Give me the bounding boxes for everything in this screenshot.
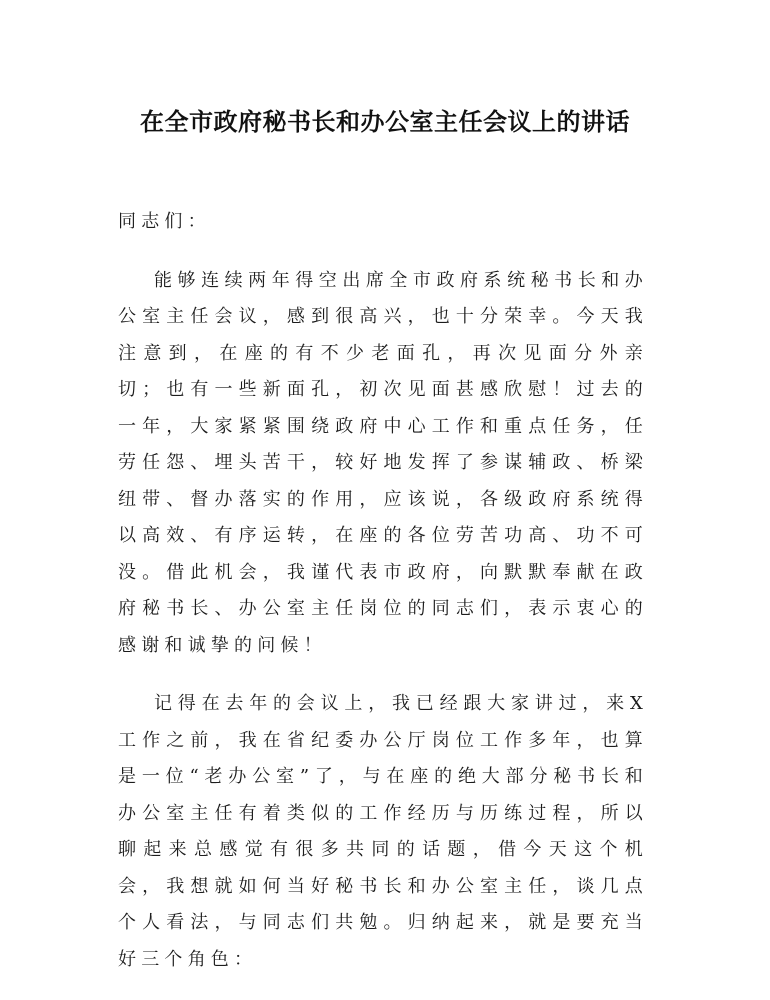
paragraph-roles-intro: 记得在去年的会议上，我已经跟大家讲过，来X工作之前，我在省纪委办公厅岗位工作多年，也算是一位“老办公室”了，与在座的绝大部分秘书长和办公室主任有着类似的工作经历与历练过程，所以聊起来总感觉有很多共同的话题，借今天这个机会，我想就如何当好秘书长和办公室主任，谈几点个人看法，与同志们共勉。归纳起来，就是要充当好三个角色： <box>118 693 648 970</box>
speech-body <box>118 204 648 1000</box>
document-title: 在全市政府秘书长和办公室主任会议上的讲话 <box>140 108 630 136</box>
salutation: 同志们： <box>118 211 211 232</box>
paragraph-opening: 能够连续两年得空出席全市政府系统秘书长和办公室主任会议，感到很高兴，也十分荣幸。今天我注意到，在座的有不少老面孔，再次见面分外亲切；也有一些新面孔，初次见面甚感欣慰！过去的一年，大家紧紧围绕政府中心工作和重点任务，任劳任怨、埋头苦干，较好地发挥了参谋辅政、桥梁纽带、督办落实的作用，应该说，各级政府系统得以高效、有序运转，在座的各位劳苦功高、功不可没。借此机会，我谨代表市政府，向默默奉献在政府秘书长、办公室主任岗位的同志们，表示衷心的感谢和诚挚的问候！ <box>118 269 648 656</box>
